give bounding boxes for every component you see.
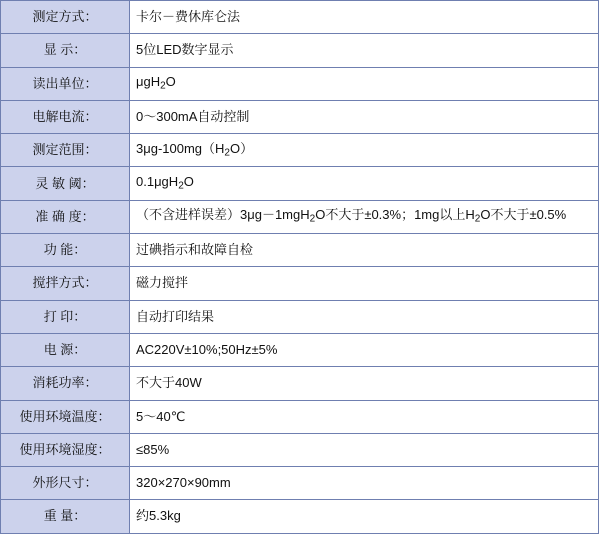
specification-table-body	[1, 1, 599, 534]
row-label: 测定范围：	[1, 134, 130, 167]
table-row	[1, 333, 599, 366]
row-value: 0～300mA自动控制	[130, 100, 599, 133]
row-value: 0.1μgH$_2$O	[130, 167, 599, 200]
table-row	[1, 67, 599, 100]
row-label: 外形尺寸：	[1, 467, 130, 500]
row-value: 不大于40W	[130, 367, 599, 400]
row-label: 显 示：	[1, 34, 130, 67]
table-row	[1, 467, 599, 500]
table-row	[1, 200, 599, 233]
row-value: 5～40℃	[130, 400, 599, 433]
row-value: 5位LED数字显示	[130, 34, 599, 67]
row-value: 卡尔－费休库仑法	[130, 1, 599, 34]
row-value: $3\mu g-100mg(H_2O)$	[130, 134, 599, 167]
row-label: 使用环境温度：	[1, 400, 130, 433]
row-label: 灵 敏 阈：	[1, 167, 130, 200]
table-row	[1, 267, 599, 300]
row-label: 读出单位：	[1, 67, 130, 100]
row-label: 准 确 度：	[1, 200, 130, 233]
table-row	[1, 1, 599, 34]
table-row	[1, 433, 599, 466]
row-value: 约5.3kg	[130, 500, 599, 533]
row-label: 电 源：	[1, 333, 130, 366]
row-label: 消耗功率：	[1, 367, 130, 400]
table-row	[1, 500, 599, 533]
row-value: AC220V±10%;50Hz±5%	[130, 333, 599, 366]
row-label: 打 印：	[1, 300, 130, 333]
row-value: 过碘指示和故障自检	[130, 234, 599, 267]
table-row	[1, 100, 599, 133]
table-row	[1, 34, 599, 67]
table-row	[1, 400, 599, 433]
row-value: （不含进样误差）3μg－1mgH$_2$O不大于±0.3%；1mg以上$H_2O$不大于±0.5%	[130, 200, 599, 233]
row-label: 测定方式：	[1, 1, 130, 34]
table-row	[1, 300, 599, 333]
row-label: 搅拌方式：	[1, 267, 130, 300]
row-label: 电解电流：	[1, 100, 130, 133]
row-label: 重 量：	[1, 500, 130, 533]
table-row	[1, 367, 599, 400]
row-value: 320×270×90mm	[130, 467, 599, 500]
table-row	[1, 234, 599, 267]
table-row	[1, 167, 599, 200]
row-value: ≤85%	[130, 433, 599, 466]
row-label: 功 能：	[1, 234, 130, 267]
row-value: 磁力搅拌	[130, 267, 599, 300]
row-value: 自动打印结果	[130, 300, 599, 333]
row-value: μgH$_2$O	[130, 67, 599, 100]
row-label: 使用环境湿度：	[1, 433, 130, 466]
table-row	[1, 134, 599, 167]
